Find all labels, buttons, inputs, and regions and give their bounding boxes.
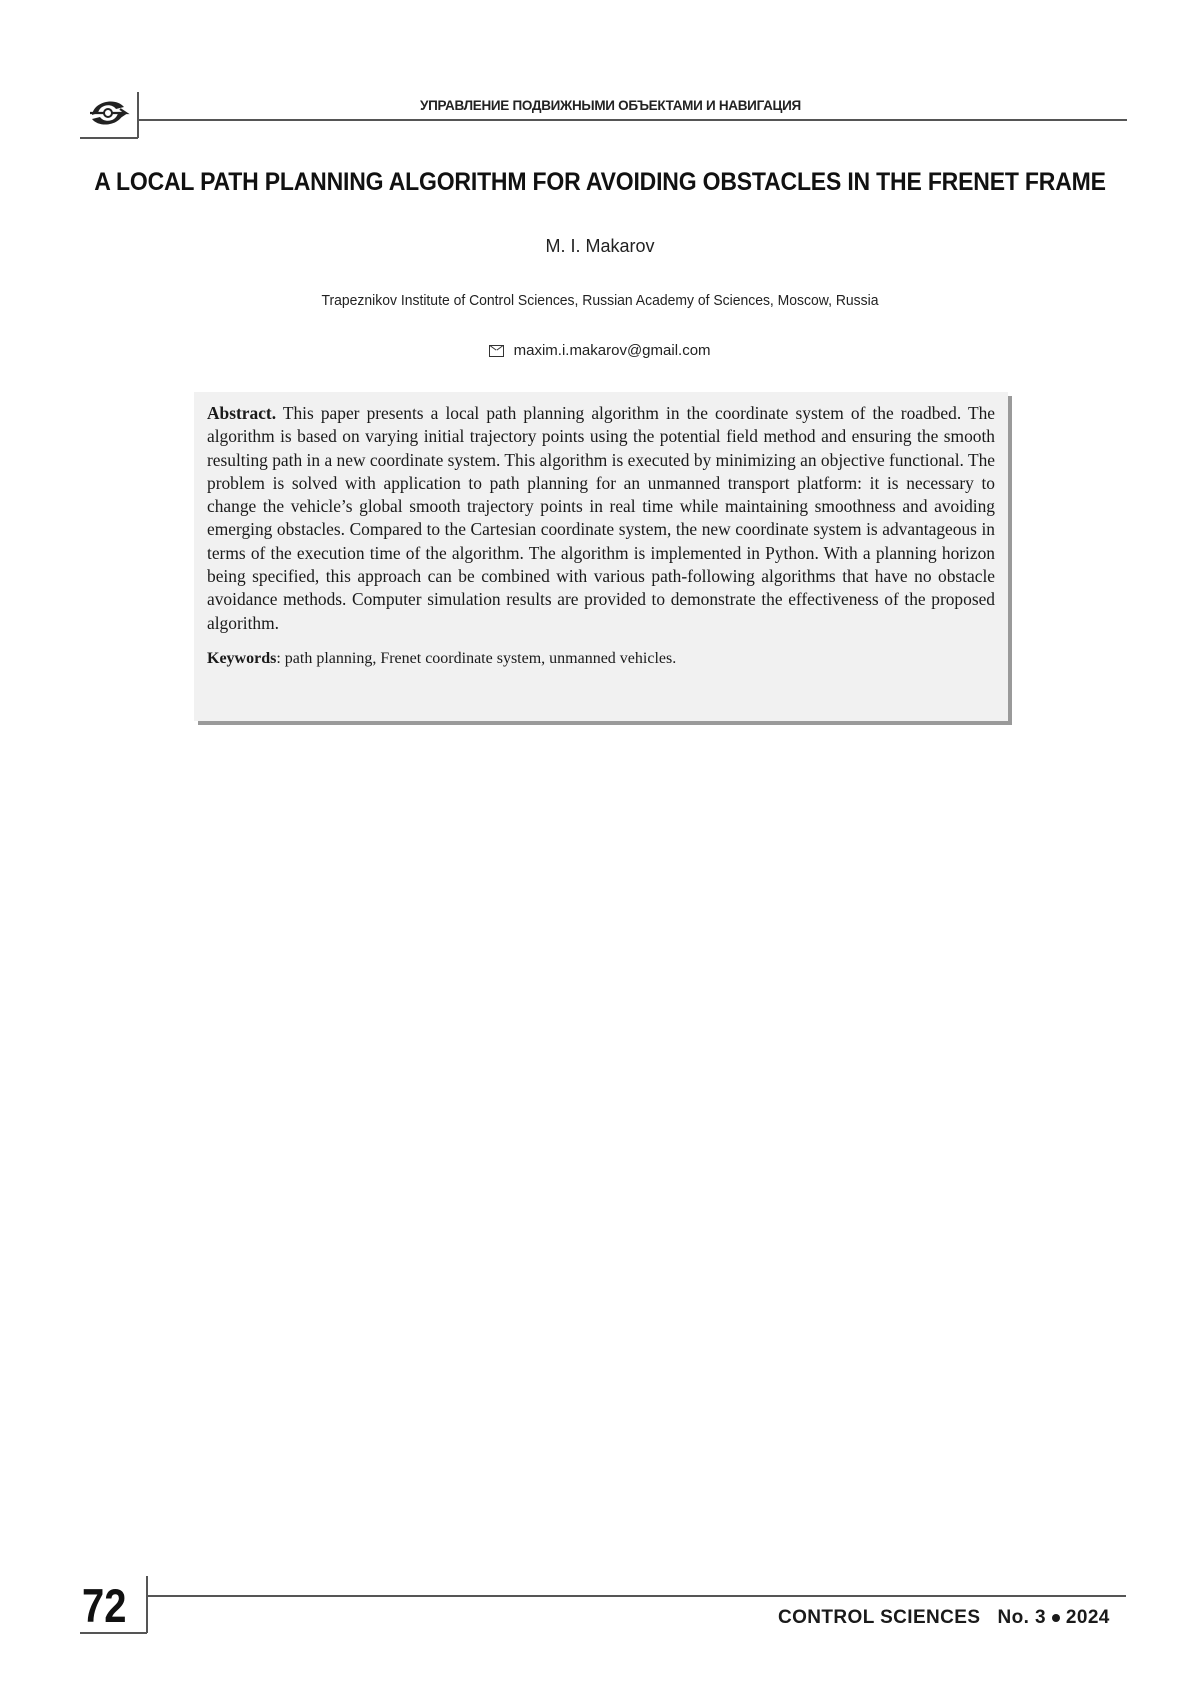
journal-year: 2024 xyxy=(1065,1607,1110,1628)
abstract-box xyxy=(194,392,1008,721)
keywords-paragraph xyxy=(207,647,995,670)
journal-issue: No. 3 xyxy=(997,1607,1046,1628)
page-number: 72 xyxy=(82,1579,127,1632)
header-logo-underline xyxy=(80,137,138,139)
author-email[interactable]: maxim.i.makarov@gmail.com xyxy=(513,342,711,359)
author-affiliation: Trapeznikov Institute of Control Sciences, Russian Academy of Sciences, Moscow, Russia xyxy=(321,292,879,309)
paper-title: A LOCAL PATH PLANNING ALGORITHM FOR AVOIDING OBSTACLES IN THE FRENET FRAME xyxy=(94,168,1106,196)
author-name: M. I. Makarov xyxy=(545,236,655,256)
keywords-text: : path planning, Frenet coordinate system, unmanned vehicles. xyxy=(276,649,677,667)
footer-page-underline xyxy=(80,1632,147,1634)
author-email-row xyxy=(0,342,1200,359)
section-title: УПРАВЛЕНИЕ ПОДВИЖНЫМИ ОБЪЕКТАМИ И НАВИГАЦИЯ xyxy=(420,98,801,113)
footer-rule xyxy=(146,1595,1126,1597)
abstract-label: Abstract. xyxy=(207,403,277,423)
envelope-icon xyxy=(489,345,504,357)
abstract-paragraph xyxy=(207,402,995,635)
journal-logo-icon xyxy=(86,93,130,133)
journal-footer xyxy=(778,1607,1110,1629)
header-rule xyxy=(137,119,1127,121)
journal-name: CONTROL SCIENCES xyxy=(778,1607,981,1628)
abstract-text: This paper presents a local path planning algorithm in the coordinate system of the roadbed. The algorithm is based on varying initial trajectory points using the potential field method and ensuring the smooth resulting path in a new coordinate system. This algorithm is executed by minimizing an objective functional. The problem is solved with application to path planning for an unmanned transport platform: it is necessary to change the vehicle’s global smooth trajectory points in real time while maintaining smoothness and avoiding emerging obstacles. Compared to the Cartesian coordinate system, the new coordinate system is advantageous in terms of the execution time of the algorithm. The algorithm is implemented in Python. With a planning horizon being specified, this approach can be combined with various path-following algorithms that have no obstacle avoidance methods. Computer simulation results are provided to demonstrate the effectiveness of the proposed algorithm. xyxy=(207,403,995,633)
header-divider-vertical xyxy=(137,92,139,138)
keywords-label: Keywords xyxy=(207,649,277,667)
footer-divider-vertical xyxy=(146,1576,148,1633)
bullet-icon xyxy=(1052,1614,1060,1622)
